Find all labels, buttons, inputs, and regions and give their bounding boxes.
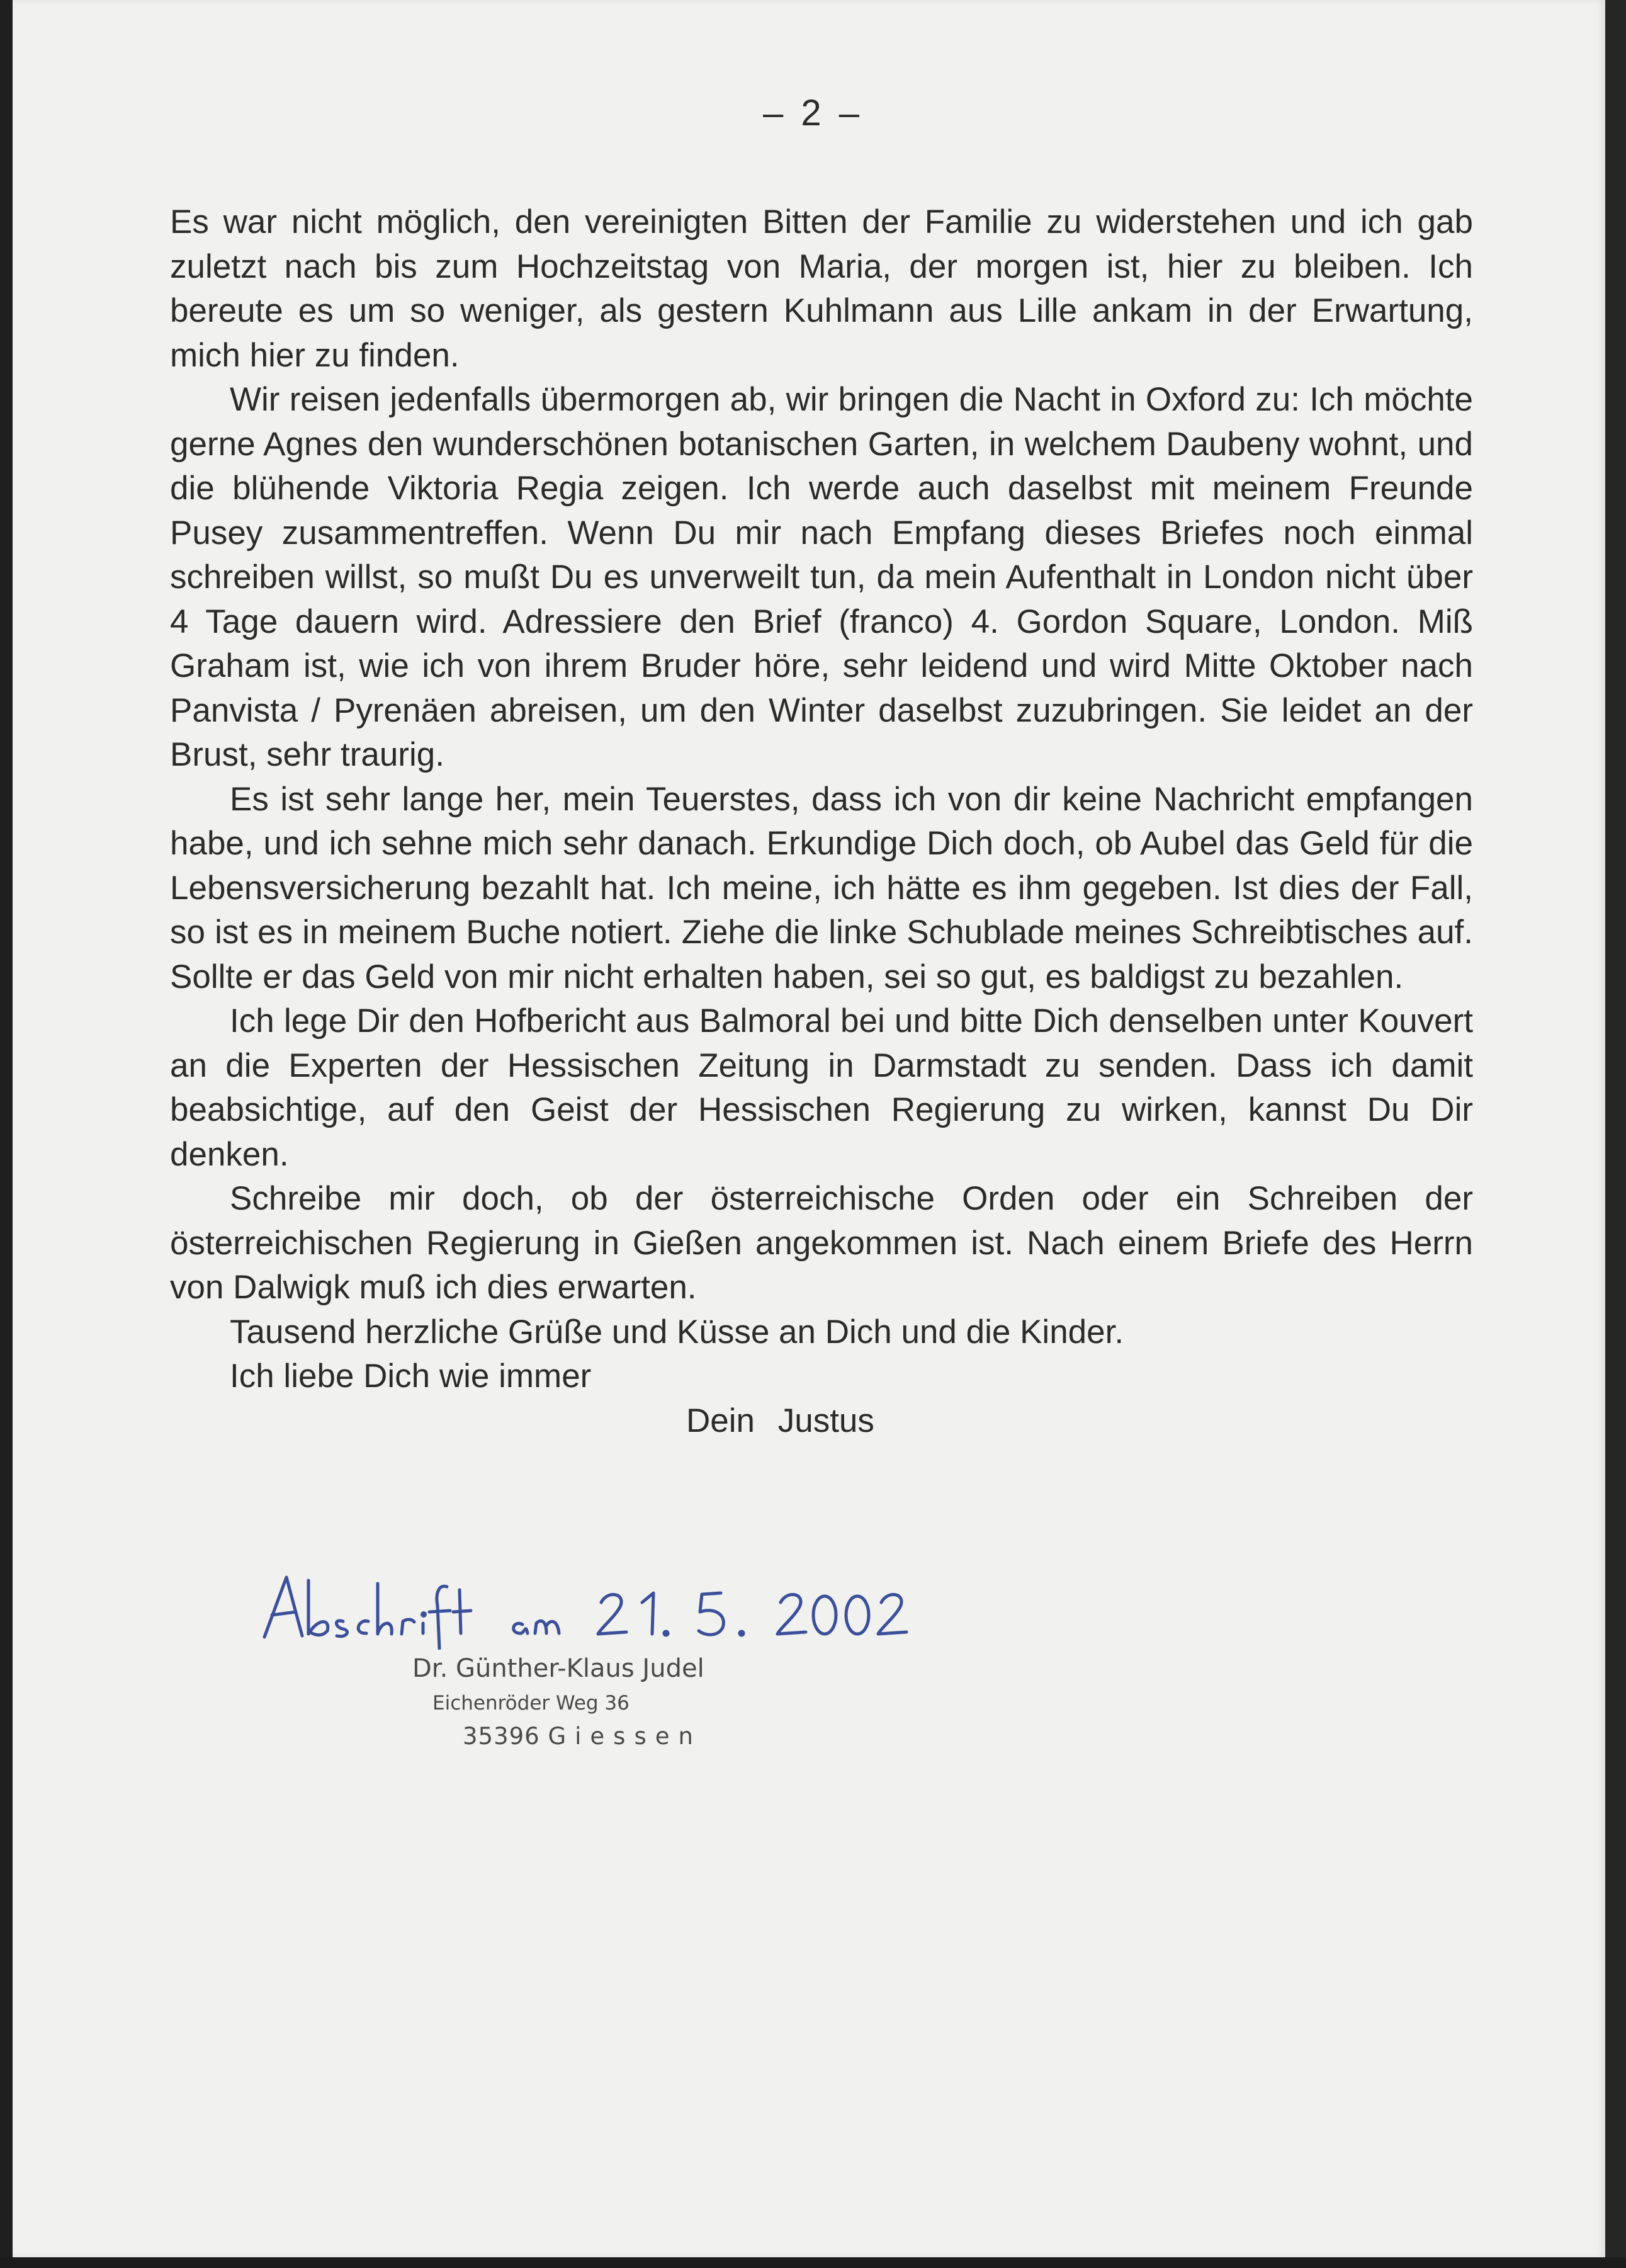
letter-body (170, 200, 1473, 1443)
handwritten-note (258, 1568, 982, 1650)
address-stamp (412, 1650, 704, 1754)
scan-border-left (0, 0, 13, 2268)
paragraph-4: Ich lege Dir den Hofbericht aus Balmoral bei und bitte Dich denselben unter Kouvert an die Experten der Hessischen Zeitung in Darmstadt zu senden. Dass ich damit beabsichtige, auf den Geist der Hessischen Regierung zu wirken, kannst Du Dir denken. (170, 1002, 1473, 1173)
love-line: Ich liebe Dich wie immer (230, 1358, 592, 1395)
scan-border-right (1605, 0, 1626, 2268)
paragraph-5: Schreibe mir doch, ob der österreichische Orden oder ein Schreiben der österreichischen Regierung in Gießen angekommen ist. Nach einem Briefe des Herrn von Dalwigk muß ich dies erwarten. (170, 1180, 1473, 1306)
stamp-city: Giessen (548, 1723, 702, 1750)
page-number: – 2 – (763, 93, 863, 133)
paragraph-1: Es war nicht möglich, den vereinigten Bitten der Familie zu widerstehen und ich gab zuletzt nach bis zum Hochzeitstag von Maria, der morgen ist, hier zu bleiben. Ich bereute es um so weniger, als gestern Kuhlmann aus Lille ankam in der Erwartung, mich hier zu finden. (170, 203, 1473, 374)
paragraph-2: Wir reisen jedenfalls übermorgen ab, wir bringen die Nacht in Oxford zu: Ich möchte gerne Agnes den wunderschönen botanischen Garten, in welchem Daubeny wohnt, und die blühende Viktoria Regia zeigen. Ich werde auch daselbst mit meinem Freunde Pusey zusammentreffen. Wenn Du mir nach Empfang dieses Briefes noch einmal schreiben willst, so mußt Du es unverweilt tun, da mein Aufenthalt in London nicht über 4 Tage dauern wird. Adressiere den Brief (franco) 4. Gordon Square, London. Miß Graham ist, wie ich von ihrem Bruder höre, sehr leidend und wird Mitte Oktober nach Panvista / Pyrenäen abreisen, um den Winter daselbst zuzubringen. Sie leidet an der Brust, sehr traurig. (170, 381, 1473, 773)
signature-closing: Dein Justus (686, 1402, 874, 1439)
stamp-city-line (412, 1719, 704, 1754)
scan-border-bottom (0, 2257, 1626, 2268)
paragraph-3: Es ist sehr lange her, mein Teuerstes, dass ich von dir keine Nachricht empfangen habe, und ich sehne mich sehr danach. Erkundige Dich doch, ob Aubel das Geld für die Lebensversicherung bezahlt hat. Ich meine, ich hätte es ihm gegeben. Ist dies der Fall, so ist es in meinem Buche notiert. Ziehe die linke Schublade meines Schreibtisches auf. Sollte er das Geld von mir nicht erhalten haben, sei so gut, es baldigst zu bezahlen. (170, 780, 1473, 995)
stamp-street: Eichenröder Weg 36 (432, 1692, 630, 1715)
stamp-postal-code: 35396 (463, 1723, 540, 1750)
greeting-line: Tausend herzliche Grüße und Küsse an Dich und die Kinder. (230, 1313, 1124, 1351)
stamp-name: Dr. Günther-Klaus Judel (412, 1654, 704, 1683)
